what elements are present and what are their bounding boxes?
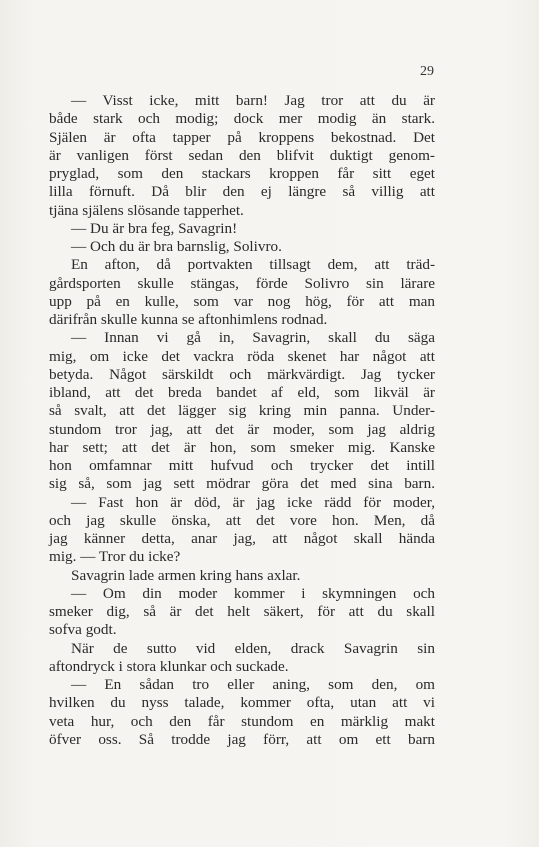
text-line: så svalt, att det lägger sig kring min panna. Under-	[49, 402, 435, 420]
text-line: smeker dig, så är det helt säkert, för att du skall	[49, 603, 435, 620]
text-line: därifrån skulle kunna se aftonhimlens rodnad.	[49, 311, 328, 328]
body-text	[49, 92, 435, 749]
text-line: Själen är ofta tapper på kroppens bekostnad. Det	[49, 128, 435, 146]
text-line: betyda. Något särskildt och märkvärdigt. Jag tycker	[49, 365, 435, 383]
text-line: lilla förnuft. Då blir den ej längre så villig att	[49, 183, 435, 201]
text-line: upp på en kulle, som var nog hög, för att man	[49, 292, 435, 310]
text-line: öfver oss. Så trodde jag förr, att om ett barn	[49, 730, 435, 748]
text-line: ibland, att det breda bandet af eld, som likväl är	[49, 384, 435, 401]
text-line: — Innan vi gå in, Savagrin, skall du säga	[71, 329, 435, 347]
text-line: hvilken du nyss talade, kommer ofta, utan att vi	[49, 694, 435, 712]
text-line: sig så, som jag sett mödrar göra det med sina barn.	[49, 475, 435, 493]
text-line: både stark och modig; dock mer modig än stark.	[49, 110, 435, 128]
text-line: jag känner detta, anar jag, att något skall hända	[49, 530, 435, 547]
text-line: — Visst icke, mitt barn! Jag tror att du är	[71, 92, 435, 109]
text-line: veta hur, och den får stundom en märklig makt	[49, 712, 435, 730]
text-line: och jag skulle önska, att det vore hon. Men, då	[49, 511, 435, 529]
text-line: tjäna själens slösande tapperhet.	[49, 201, 244, 219]
text-line: Savagrin lade armen kring hans axlar.	[71, 566, 301, 584]
text-line: mig, om icke det vackra röda skenet har något att	[49, 347, 435, 365]
text-line: — Fast hon är död, är jag icke rädd för moder,	[71, 493, 435, 511]
text-line: sofva godt.	[49, 621, 117, 639]
text-line: gårdsporten skulle stängas, förde Solivro sin lärare	[49, 274, 435, 292]
text-line: — Om din moder kommer i skymningen och	[71, 584, 435, 602]
text-line: aftondryck i stora klunkar och suckade.	[49, 657, 289, 675]
text-line: mig. — Tror du icke?	[49, 548, 181, 566]
page-number: 29	[420, 64, 434, 79]
text-line: stundom tror jag, att det är moder, som jag aldrig	[49, 420, 435, 438]
text-line: — Och du är bra barnslig, Solivro.	[71, 238, 282, 255]
text-line: När de sutto vid elden, drack Savagrin sin	[71, 639, 435, 657]
text-line: är vanligen först sedan den blifvit duktigt genom-	[49, 146, 435, 164]
text-line: pryglad, som den stackars kroppen får sitt eget	[49, 165, 435, 182]
text-line: En afton, då portvakten tillsagt dem, att träd-	[71, 256, 435, 274]
text-line: hon omfamnar mitt hufvud och trycker det intill	[49, 457, 435, 474]
text-line: — En sådan tro eller aning, som den, om	[71, 676, 435, 693]
text-line: har sett; att det är hon, som smeker mig. Kanske	[49, 438, 435, 456]
text-line: — Du är bra feg, Savagrin!	[71, 219, 238, 237]
